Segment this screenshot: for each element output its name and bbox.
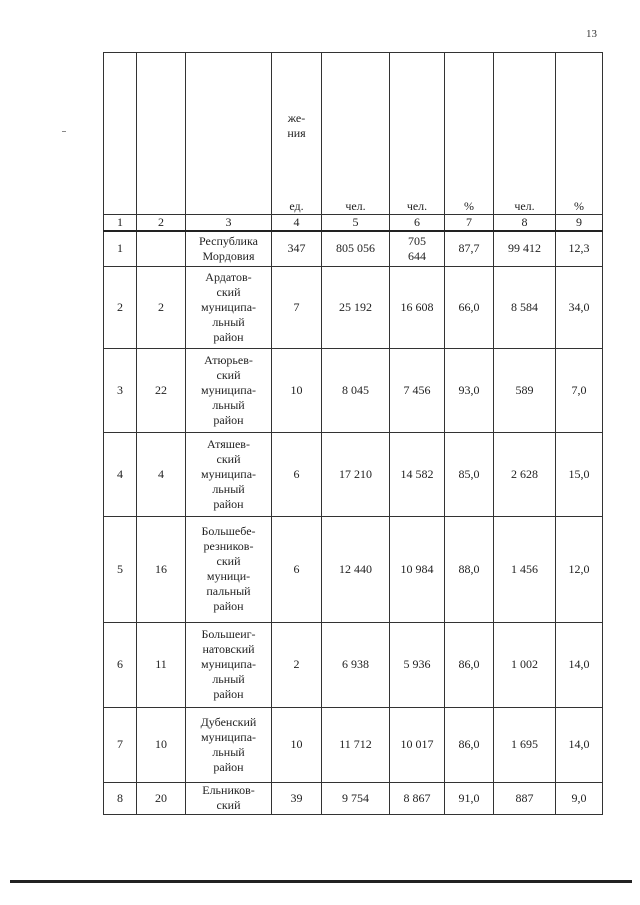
value-col8: 1 002 [494,622,556,707]
row-number: 3 [104,348,137,432]
table-row [104,782,603,814]
table-row [104,432,603,516]
value-col6-line: 705 [408,233,426,248]
value-col7: 86,0 [445,707,494,782]
region-code: 4 [137,432,186,516]
value-col6-line: 5 936 [403,657,431,671]
table-row [104,622,603,707]
value-col7: 86,0 [445,622,494,707]
region-name-line: район [213,759,244,774]
value-col6-line: 8 867 [403,790,431,805]
value-col7: 87,7 [445,231,494,266]
header-cell [322,53,390,199]
region-name-line: муниципа- [200,729,257,744]
column-numbers-row [104,215,603,232]
value-col6-line: 644 [408,248,426,263]
region-name-line: Атюрьев- [204,352,253,367]
value-col4: 10 [272,348,322,432]
table-row [104,516,603,622]
header-text: ния [287,125,306,140]
unit-cell: % [445,199,494,215]
value-col6-line: 10 984 [400,561,434,576]
value-col8: 887 [494,782,556,814]
table-row [104,231,603,266]
region-name-line: льный [212,481,245,496]
value-col4: 6 [272,432,322,516]
value-col5: 6 938 [322,622,390,707]
statistics-table [103,52,603,815]
value-col7: 66,0 [445,266,494,348]
region-name [186,707,272,782]
row-number: 6 [104,622,137,707]
region-code [137,231,186,266]
value-col7: 88,0 [445,516,494,622]
unit-cell: чел. [322,199,390,215]
region-name-line: район [213,687,244,701]
value-col5: 17 210 [322,432,390,516]
unit-cell [137,199,186,215]
region-name-line: ский [216,554,241,568]
column-number: 9 [556,215,603,232]
column-number: 5 [322,215,390,232]
value-col4: 39 [272,782,322,814]
region-name-line: Ельников- [202,783,255,797]
row-number: 2 [104,266,137,348]
region-name-line: муниципа- [200,657,257,671]
value-col5: 25 192 [322,266,390,348]
row-number: 7 [104,707,137,782]
column-number: 4 [272,215,322,232]
row-number: 5 [104,516,137,622]
header-cell [494,53,556,199]
region-name [186,348,272,432]
value-col8: 589 [494,348,556,432]
region-code: 16 [137,516,186,622]
region-name-line: пальный [206,584,251,598]
value-col8: 2 628 [494,432,556,516]
value-col9: 34,0 [556,266,603,348]
value-col6 [390,622,445,707]
value-col6 [390,707,445,782]
value-col8: 8 584 [494,266,556,348]
unit-cell [186,199,272,215]
value-col9: 12,0 [556,516,603,622]
region-code: 22 [137,348,186,432]
region-name-line: льный [212,397,245,412]
value-col9: 14,0 [556,707,603,782]
value-col6-line: 7 456 [403,382,431,397]
value-col6 [390,231,445,266]
value-col6 [390,266,445,348]
region-name-line: муниципа- [200,299,257,314]
value-col6-line: 16 608 [400,299,434,314]
column-number: 2 [137,215,186,232]
region-name-line: Мордовия [202,248,255,263]
region-code: 20 [137,782,186,814]
table-row [104,266,603,348]
value-col5: 11 712 [322,707,390,782]
value-col4: 7 [272,266,322,348]
region-code: 11 [137,622,186,707]
region-name-line: ский [216,367,241,382]
value-col7: 91,0 [445,782,494,814]
column-number: 6 [390,215,445,232]
region-code: 10 [137,707,186,782]
region-name [186,782,272,814]
value-col9: 9,0 [556,782,603,814]
region-name-line: льный [212,314,245,329]
region-name-line: район [213,329,244,344]
value-col6-line: 10 017 [400,737,434,751]
value-col8: 1 456 [494,516,556,622]
value-col9: 12,3 [556,231,603,266]
value-col8: 1 695 [494,707,556,782]
unit-cell: чел. [390,199,445,215]
table-row [104,348,603,432]
region-name-line: Большебе- [201,524,256,538]
row-number: 4 [104,432,137,516]
header-cell [137,53,186,199]
header-cell [445,53,494,199]
value-col6 [390,432,445,516]
region-name-line: Республика [199,233,258,248]
value-col9: 14,0 [556,622,603,707]
value-col4: 10 [272,707,322,782]
header-row [104,53,603,199]
column-number: 3 [186,215,272,232]
value-col4: 2 [272,622,322,707]
header-text: же- [287,110,306,125]
column-number: 1 [104,215,137,232]
value-col5: 9 754 [322,782,390,814]
region-name-line: ский [216,798,241,812]
region-name [186,432,272,516]
region-name-line: льный [212,672,245,686]
unit-cell: % [556,199,603,215]
value-col9: 7,0 [556,348,603,432]
region-name-line: льный [212,744,245,759]
unit-cell [104,199,137,215]
value-col5: 805 056 [322,231,390,266]
region-name [186,516,272,622]
region-name-line: Дубенский [200,714,257,729]
region-name-line: муниципа- [200,466,257,481]
region-name-line: Большеиг- [201,627,256,641]
region-name-line: район [213,412,244,427]
region-name-line: район [213,599,244,613]
region-name [186,266,272,348]
value-col7: 93,0 [445,348,494,432]
region-name [186,231,272,266]
region-name-line: муници- [206,569,251,583]
value-col6-line: 14 582 [400,466,434,481]
value-col6 [390,782,445,814]
region-name-line: натовский [202,642,255,656]
header-cell-col4 [272,53,322,199]
scan-mark [62,131,66,132]
region-name-line: Ардатов- [205,269,252,284]
region-name-line: ский [216,451,241,466]
row-number: 1 [104,231,137,266]
value-col4: 347 [272,231,322,266]
header-cell [390,53,445,199]
value-col5: 8 045 [322,348,390,432]
table-row [104,707,603,782]
page-number: 13 [586,28,597,40]
value-col4: 6 [272,516,322,622]
region-name-line: район [213,496,244,511]
header-cell [556,53,603,199]
region-code: 2 [137,266,186,348]
value-col6 [390,516,445,622]
value-col5: 12 440 [322,516,390,622]
column-number: 8 [494,215,556,232]
unit-cell: чел. [494,199,556,215]
units-row [104,199,603,215]
column-number: 7 [445,215,494,232]
value-col9: 15,0 [556,432,603,516]
bottom-rule [10,880,632,883]
region-name-line: муниципа- [200,382,257,397]
value-col8: 99 412 [494,231,556,266]
unit-cell: ед. [272,199,322,215]
value-col7: 85,0 [445,432,494,516]
row-number: 8 [104,782,137,814]
region-name [186,622,272,707]
region-name-line: Атяшев- [207,436,250,451]
region-name-line: резников- [203,539,254,553]
value-col6 [390,348,445,432]
header-cell [104,53,137,199]
region-name-line: ский [216,284,241,299]
header-cell [186,53,272,199]
